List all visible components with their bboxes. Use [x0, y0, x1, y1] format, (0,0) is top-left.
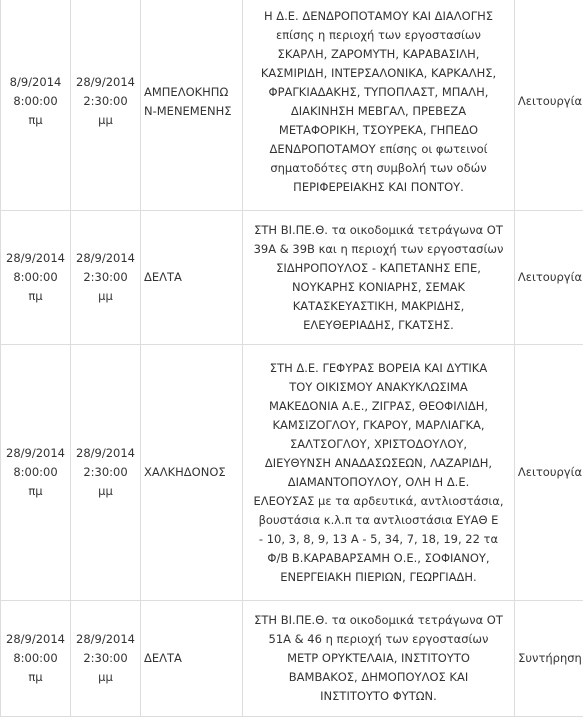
table-row [1, 0, 583, 211]
area-line: ΝΟΥΚΑΡΗΣ ΚΟΝΙΑΡΗΣ, ΣΕΜΑΚ [245, 278, 512, 297]
end-datetime-cell [71, 211, 141, 345]
municipality-name: ΔΕΛΤΑ [144, 651, 182, 665]
area-line: 39Α & 39Β και η περιοχή των εργοστασίων [245, 240, 512, 259]
table-row [1, 345, 583, 601]
start-time: 8:00:00 [1, 268, 70, 287]
end-meridiem: μμ [71, 668, 140, 687]
start-date: 28/9/2014 [1, 444, 70, 463]
municipality-cell [141, 345, 243, 601]
area-line: ΜΕΤΡ ΟΡΥΚΤΕΛΑΙΑ, ΙΝΣΤΙΤΟΥΤΟ [245, 649, 512, 668]
area-line: ΣΤΗ ΒΙ.ΠΕ.Θ. τα οικοδομικά τετράγωνα ΟΤ [245, 221, 512, 240]
affected-area-cell [243, 345, 515, 601]
area-line: ΜΕΤΑΦΟΡΙΚΗ, ΤΣΟΥΡΕΚΑ, ΓΗΠΕΔΟ [245, 121, 512, 140]
end-meridiem: μμ [71, 111, 140, 130]
start-date: 28/9/2014 [1, 249, 70, 268]
affected-area-cell [243, 0, 515, 211]
end-meridiem: μμ [71, 287, 140, 306]
outage-type-cell [515, 345, 583, 601]
municipality-cell [141, 601, 243, 717]
area-line: Η Δ.Ε. ΔΕΝΔΡΟΠΟΤΑΜΟΥ ΚΑΙ ΔΙΑΛΟΓΗΣ [245, 7, 512, 26]
affected-area-cell [243, 211, 515, 345]
area-line: ΣΑΛΤΣΟΓΛΟΥ, ΧΡΙΣΤΟΔΟΥΛΟΥ, [245, 435, 512, 454]
end-date: 28/9/2014 [71, 630, 140, 649]
start-datetime-cell [1, 601, 71, 717]
end-time: 2:30:00 [71, 92, 140, 111]
area-line: ΚΑΜΣΙΖΟΓΛΟΥ, ΓΚΑΡΟΥ, ΜΑΡΛΙΑΓΚΑ, [245, 416, 512, 435]
start-meridiem: πμ [1, 482, 70, 501]
municipality-cell [141, 0, 243, 211]
area-line: ΚΑΣΜΙΡΙΔΗ, ΙΝΤΕΡΣΑΛΟΝΙΚΑ, ΚΑΡΚΑΛΗΣ, [245, 64, 512, 83]
area-line: - 10, 3, 8, 9, 13 Α - 5, 34, 7, 18, 19, 22 τα [245, 530, 512, 549]
end-time: 2:30:00 [71, 268, 140, 287]
start-date: 8/9/2014 [1, 73, 70, 92]
area-line: ΚΑΤΑΣΚΕΥΑΣΤΙΚΗ, ΜΑΚΡΙΔΗΣ, [245, 297, 512, 316]
area-line: ΣΙΔΗΡΟΠΟΥΛΟΣ - ΚΑΠΕΤΑΝΗΣ ΕΠΕ, [245, 259, 512, 278]
start-time: 8:00:00 [1, 463, 70, 482]
area-line: επίσης η περιοχή των εργοστασίων [245, 26, 512, 45]
area-line: ΣΤΗ ΒΙ.ΠΕ.Θ. τα οικοδομικά τετράγωνα ΟΤ [245, 611, 512, 630]
area-line: ΣΚΑΡΛΗ, ΖΑΡΟΜΥΤΗ, ΚΑΡΑΒΑΣΙΛΗ, [245, 45, 512, 64]
area-line: ΕΝΕΡΓΕΙΑΚΗ ΠΙΕΡΙΩΝ, ΓΕΩΡΓΙΑΔΗ. [245, 568, 512, 587]
area-line: ΔΕΝΔΡΟΠΟΤΑΜΟΥ επίσης οι φωτεινοί [245, 140, 512, 159]
municipality-name: ΧΑΛΚΗΔΟΝΟΣ [144, 465, 226, 479]
outage-type: Λειτουργία [518, 94, 582, 108]
start-datetime-cell [1, 0, 71, 211]
outage-type: Λειτουργία [518, 270, 582, 284]
start-meridiem: πμ [1, 111, 70, 130]
start-datetime-cell [1, 345, 71, 601]
end-time: 2:30:00 [71, 649, 140, 668]
table-row [1, 211, 583, 345]
municipality-cell [141, 211, 243, 345]
area-line: ΔΙΑΜΑΝΤΟΠΟΥΛΟΥ, ΟΛΗ Η Δ.Ε. [245, 473, 512, 492]
end-meridiem: μμ [71, 482, 140, 501]
start-meridiem: πμ [1, 287, 70, 306]
affected-area-cell [243, 601, 515, 717]
area-line: 51Α & 46 η περιοχή των εργοστασίων [245, 630, 512, 649]
end-time: 2:30:00 [71, 463, 140, 482]
area-line: ΕΛΕΥΘΕΡΙΑΔΗΣ, ΓΚΑΤΣΗΣ. [245, 316, 512, 335]
end-date: 28/9/2014 [71, 249, 140, 268]
area-line: βουστάσια κ.λ.π τα αντλιοστάσια ΕΥΑΘ Ε [245, 511, 512, 530]
table-row [1, 601, 583, 717]
area-line: ΔΙΑΚΙΝΗΣΗ ΜΕΒΓΑΛ, ΠΡΕΒΕΖΑ [245, 102, 512, 121]
municipality-name: ΔΕΛΤΑ [144, 270, 182, 284]
end-datetime-cell [71, 601, 141, 717]
outage-type-cell [515, 211, 583, 345]
area-line: ΣΤΗ Δ.Ε. ΓΕΦΥΡΑΣ ΒΟΡΕΙΑ ΚΑΙ ΔΥΤΙΚΑ [245, 359, 512, 378]
area-line: ΠΕΡΙΦΕΡΕΙΑΚΗΣ ΚΑΙ ΠΟΝΤΟΥ. [245, 178, 512, 197]
area-line: ΦΡΑΓΚΙΑΔΑΚΗΣ, ΤΥΠΟΠΛΑΣΤ, ΜΠΑΛΗ, [245, 83, 512, 102]
start-time: 8:00:00 [1, 649, 70, 668]
area-line: ΒΑΜΒΑΚΟΣ, ΔΗΜΟΠΟΥΛΟΣ ΚΑΙ [245, 668, 512, 687]
area-line: ΕΛΕΟΥΣΑΣ με τα αρδευτικά, αντλιοστάσια, [245, 492, 512, 511]
end-date: 28/9/2014 [71, 444, 140, 463]
start-date: 28/9/2014 [1, 630, 70, 649]
outage-type: Λειτουργία [518, 465, 582, 479]
area-line: Φ/Β Β.ΚΑΡΑΒΑΡΣΑΜΗ Ο.Ε., ΣΟΦΙΑΝΟΥ, [245, 549, 512, 568]
area-line: ΔΙΕΥΘΥΝΣΗ ΑΝΑΔΑΣΩΣΕΩΝ, ΛΑΖΑΡΙΔΗ, [245, 454, 512, 473]
start-datetime-cell [1, 211, 71, 345]
area-line: ΤΟΥ ΟΙΚΙΣΜΟΥ ΑΝΑΚΥΚΛΩΣΙΜΑ [245, 378, 512, 397]
outage-type: Συντήρηση [518, 651, 582, 665]
start-time: 8:00:00 [1, 92, 70, 111]
area-line: σηματοδότες στη συμβολή των οδών [245, 159, 512, 178]
outage-type-cell [515, 0, 583, 211]
area-line: ΜΑΚΕΔΟΝΙΑ Α.Ε., ΖΙΓΡΑΣ, ΘΕΟΦΙΛΙΔΗ, [245, 397, 512, 416]
outage-type-cell [515, 601, 583, 717]
municipality-name: ΑΜΠΕΛΟΚΗΠΩΝ-ΜΕΝΕΜΕΝΗΣ [144, 83, 236, 121]
end-datetime-cell [71, 0, 141, 211]
start-meridiem: πμ [1, 668, 70, 687]
end-datetime-cell [71, 345, 141, 601]
area-line: ΙΝΣΤΙΤΟΥΤΟ ΦΥΤΩΝ. [245, 687, 512, 706]
end-date: 28/9/2014 [71, 73, 140, 92]
